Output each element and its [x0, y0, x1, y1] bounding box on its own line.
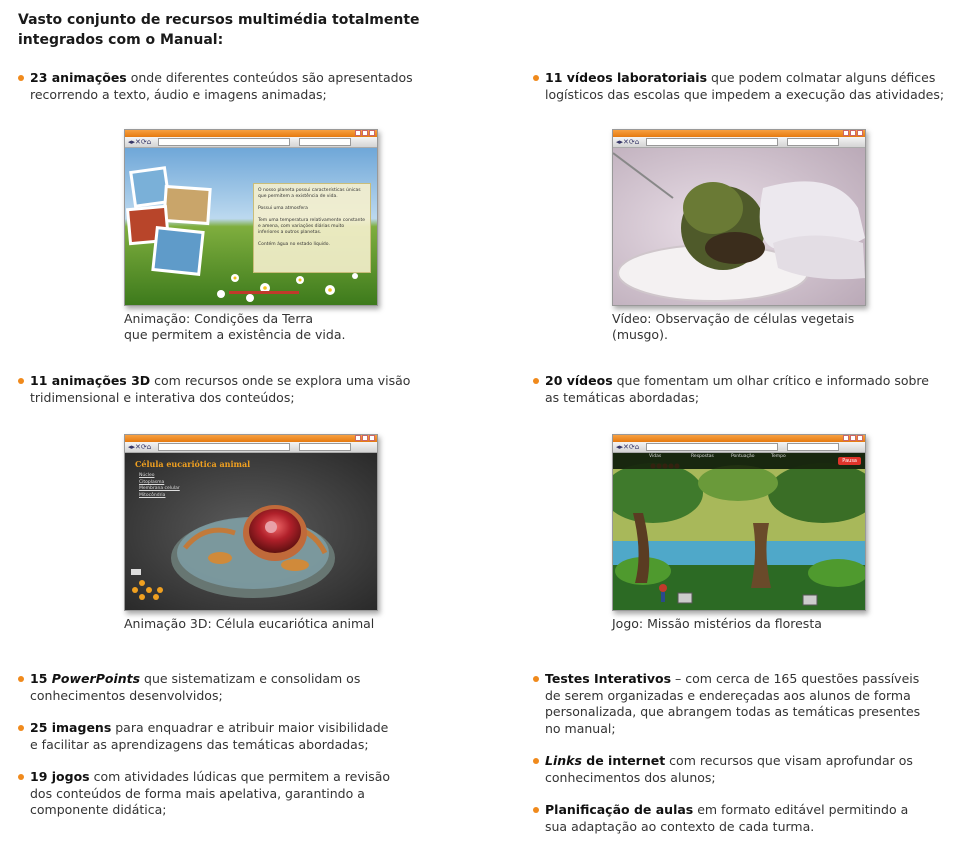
bullet-text: com recursos onde se explora uma visão tridimensional e interativa dos conteúdos;	[30, 373, 411, 405]
caption-moss: Vídeo: Observação de células vegetais (musgo).	[612, 311, 855, 342]
bullet-emphasis: Links	[545, 753, 582, 768]
bullet-text: que sistematizam e consolidam os conhecimentos desenvolvidos;	[30, 671, 361, 703]
bullet-bold: Planificação de aulas	[545, 802, 694, 817]
cell-menu-item[interactable]: Mitocôndria	[139, 492, 166, 498]
bullet-testes-interativos	[533, 671, 933, 737]
bullet-bold: 25 imagens	[30, 720, 112, 735]
bullet-text: com atividades lúdicas que permitem a revisão dos conteúdos de forma mais apelativa, garantindo a componente didática;	[30, 769, 391, 817]
bullet-text: – com cerca de 165 questões passíveis de serem organizadas e endereçadas aos alunos de forma personalizada, que abrangem todas as temáticas presentes no manual;	[545, 671, 921, 736]
bullet-text: que fomentam um olhar crítico e informado sobre as temáticas abordadas;	[545, 373, 929, 405]
bullet-text: onde diferentes conteúdos são apresentados recorrendo a texto, áudio e imagens animadas;	[30, 70, 413, 102]
bullet-text: com recursos que visam aprofundar os conhecimentos dos alunos;	[545, 753, 913, 785]
caption-game: Jogo: Missão mistérios da floresta	[612, 616, 822, 631]
bullet-bold: 23 animações	[30, 70, 127, 85]
earth-info-box: O nosso planeta possui características únicas que permitem a existência de vida. Possui uma atmosfera Tem uma temperatura relativamente constante e amena, com variações diárias muito inferiores a outros planetas. Contém água no estado líquido.	[253, 183, 371, 273]
bullet-videos	[533, 373, 943, 406]
cell-menu-item[interactable]: Citoplasma	[139, 479, 165, 485]
bullet-text: em formato editável permitindo a sua adaptação ao contexto de cada turma.	[545, 802, 909, 834]
caption-cell: Animação 3D: Célula eucariótica animal	[124, 616, 375, 631]
bullet-videos-laboratoriais	[533, 70, 953, 103]
caption-earth: Animação: Condições da Terra que permitem a existência de vida.	[124, 311, 346, 342]
bullet-bold: Testes Interativos	[545, 671, 672, 686]
bullet-bold: 15	[30, 671, 52, 686]
bullet-bold: 11 vídeos laboratoriais	[545, 70, 708, 85]
cell-menu	[139, 473, 180, 499]
hud-lives-label: Vidas	[649, 454, 662, 459]
bullet-bold: de internet	[581, 753, 666, 768]
hud-score-label: Pontuação	[731, 454, 755, 459]
page-title: Vasto conjunto de recursos multimédia totalmente integrados com o Manual:	[18, 12, 420, 48]
screenshot-3d-cell: ◂▸✕⟳⌂ Célula eucariótica animal Núcleo Citoplasma Membrana celular Mitocôndria	[124, 434, 378, 611]
screenshot-moss-video: ◂▸✕⟳⌂	[612, 129, 866, 306]
bullet-animacoes	[18, 70, 478, 103]
game-hud	[613, 453, 865, 469]
bullet-text: que podem colmatar alguns défices logísticos das escolas que impedem a execução das atividades;	[545, 70, 945, 102]
bullet-animacoes-3d	[18, 373, 418, 406]
bullet-jogos	[18, 769, 398, 819]
bullet-bold: 19 jogos	[30, 769, 90, 784]
screenshot-earth-animation: ◂▸✕⟳⌂ O nosso planeta possui características únicas que permitem a existência de vida. Possui uma atmosfera Tem uma temperatura relativamente constante e amena, com variações diárias muito inferiores a outros planetas. Contém água no estado líquido.	[124, 129, 378, 306]
hud-answers-label: Respostas	[691, 454, 714, 459]
screenshot-forest-game: ◂▸✕⟳⌂ Vidas Respostas Pontuação Tempo Pausa	[612, 434, 866, 611]
bullet-emphasis: PowerPoints	[51, 671, 141, 686]
cell-title: Célula eucariótica animal	[135, 459, 251, 469]
bullet-text: para enquadrar e atribuir maior visibilidade e facilitar as aprendizagens das temáticas abordadas;	[30, 720, 389, 752]
bullet-links-internet	[533, 753, 913, 786]
bullet-planificacao	[533, 802, 913, 835]
cell-menu-item[interactable]: Núcleo	[139, 473, 155, 478]
bullet-imagens	[18, 720, 398, 753]
bullet-bold: 20 vídeos	[545, 373, 613, 388]
bullet-bold: 11 animações 3D	[30, 373, 151, 388]
cell-menu-item[interactable]: Membrana celular	[139, 486, 180, 491]
bullet-powerpoints	[18, 671, 398, 704]
hud-time-label: Tempo	[771, 454, 786, 459]
pause-button[interactable]: Pausa	[838, 457, 861, 465]
